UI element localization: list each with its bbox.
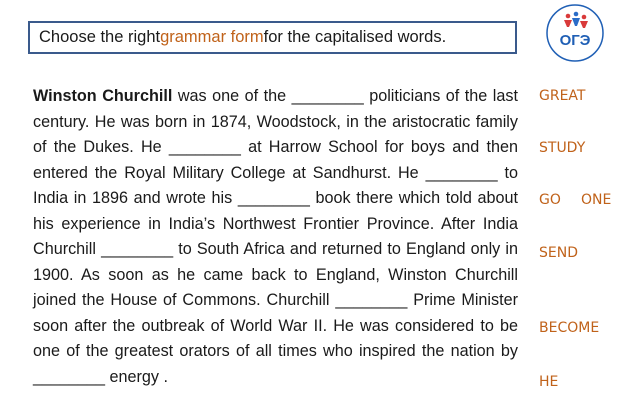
keyword-study: STUDY (539, 140, 586, 156)
keyword-one: ONE (581, 192, 612, 208)
blank-1: ________ (291, 87, 364, 105)
passage-segment-3: at Harrow School for boys and then entered the Royal Military College at Sandhurst. He (33, 138, 518, 182)
blank-7: ________ (33, 367, 106, 386)
passage-segment-8: energy . (105, 367, 169, 386)
logo-text: ОГЭ (559, 32, 591, 49)
keyword-become: BECOME (539, 320, 600, 336)
instruction-text-after: for the capitalised words. (263, 28, 447, 46)
blank-3: ________ (425, 163, 498, 182)
instruction-text-before: Choose the right (39, 28, 161, 46)
passage-segment-5: book there which told about his experience in India’s Northwest Frontier Province. After India Churchill (33, 189, 519, 258)
oge-logo (545, 3, 605, 63)
keyword-great: GREAT (539, 88, 586, 104)
keyword-he: HE (539, 374, 559, 390)
passage-name: Winston Churchill (33, 87, 173, 105)
passage-segment-7: Prime Minister soon after the outbreak of World War II. He was considered to be one of the greatest orators of all times who inspired the nation by (33, 291, 518, 360)
blank-4: ________ (237, 189, 310, 207)
passage-segment-6: to South Africa and returned to England only in 1900. As soon as he came back to England, Winston Churchill joined the House of Commons. Churchill (33, 240, 518, 309)
passage-text (33, 84, 518, 390)
passage-segment-1: was one of the (172, 87, 292, 105)
passage-segment-4: to India in 1896 and wrote his (33, 163, 519, 207)
keyword-send: SEND (539, 245, 578, 261)
blank-5: ________ (101, 240, 174, 258)
blank-2: ________ (168, 138, 241, 156)
instruction-highlight: grammar form (160, 28, 264, 46)
keyword-go: GO (539, 192, 561, 208)
instruction-box (28, 21, 517, 54)
passage-segment-2: politicians of the last century. He was born in 1874, Woodstock, in the aristocratic family of the Dukes. He (33, 87, 518, 156)
blank-6: ________ (335, 291, 408, 309)
